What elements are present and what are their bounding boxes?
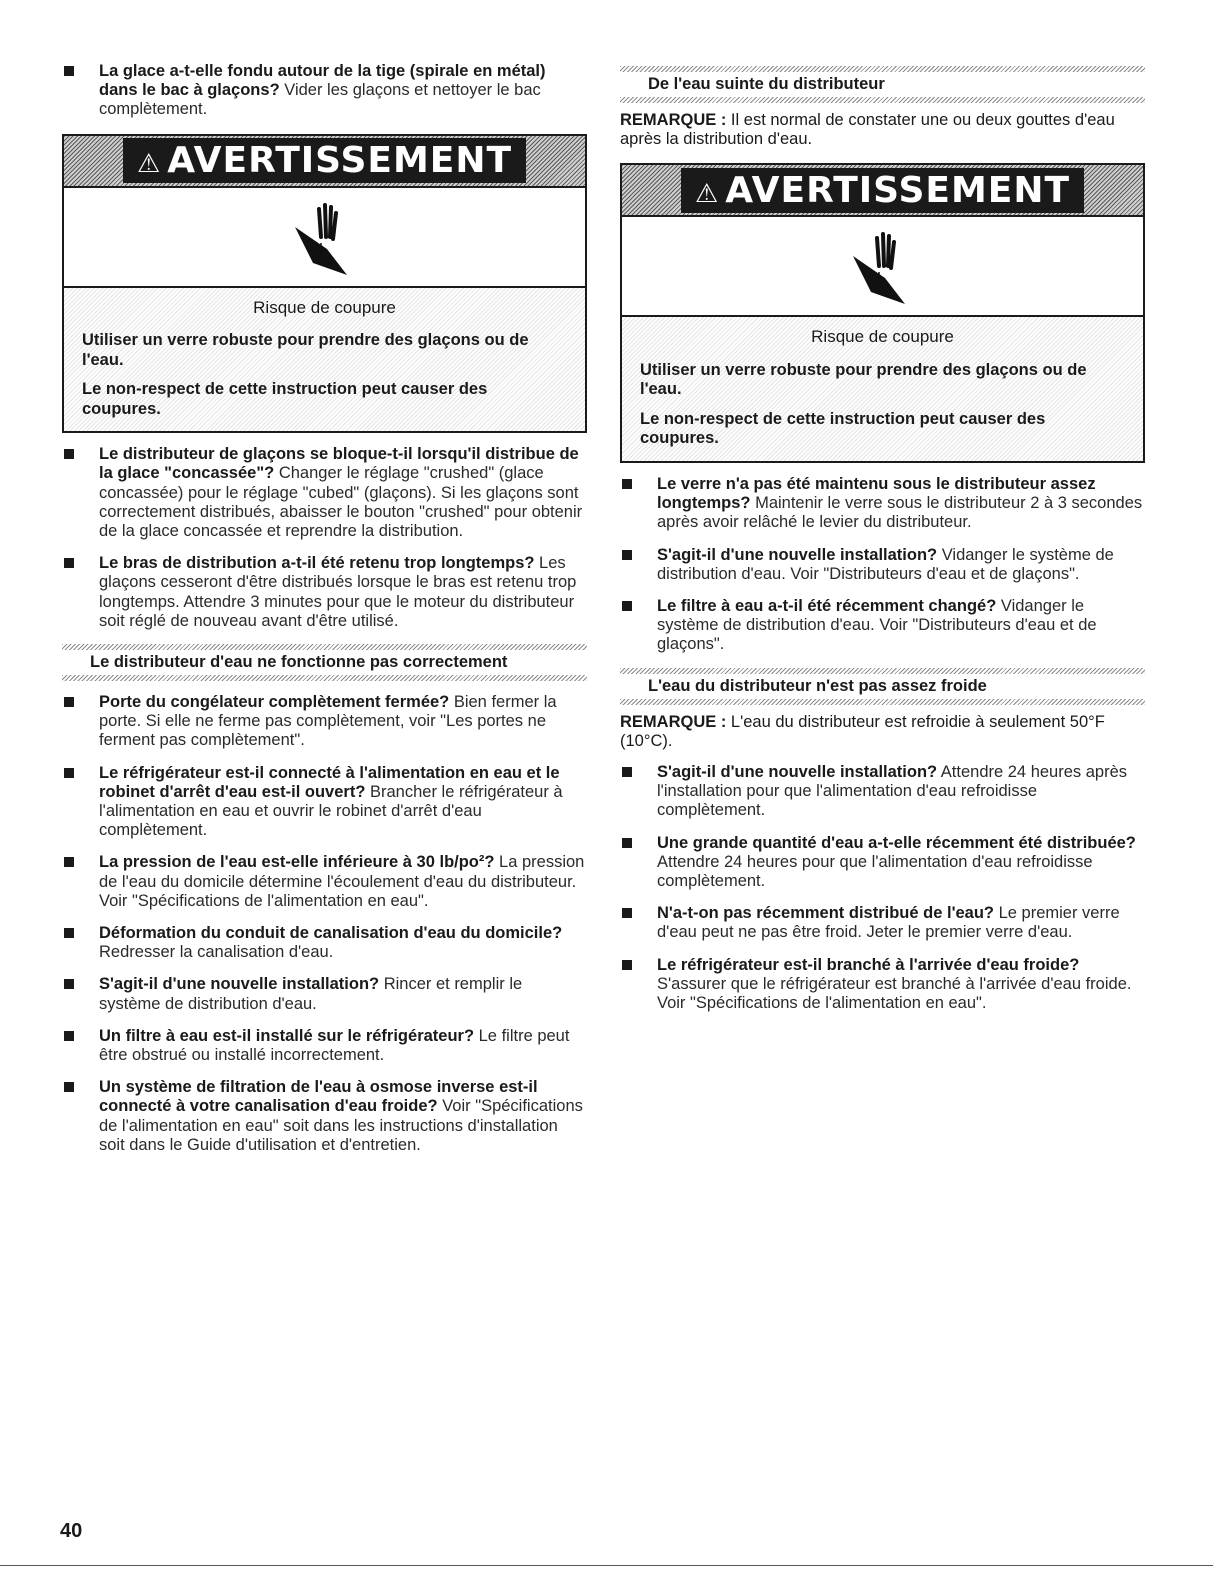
section-heading: L'eau du distributeur n'est pas assez froide bbox=[648, 676, 987, 695]
bullet-icon bbox=[622, 838, 632, 848]
list-item: La glace a-t-elle fondu autour de la tige (spirale en métal) dans le bac à glaçons? Vider les glaçons et nettoyer le bac complètement. bbox=[62, 62, 587, 120]
list-item: Le distributeur de glaçons se bloque-t-il lorsqu'il distribue de la glace "concassée"? Changer le réglage "crushed" (glace concassée) pour le réglage "cubed" (glaçons). Si les glaçons sont correctement distribués, abaisser le bouton "crushed" pour obtenir de la glace concassée et reprendre la distribution. bbox=[62, 445, 587, 541]
warning-body bbox=[622, 317, 1143, 461]
right-column bbox=[620, 66, 1145, 1026]
divider bbox=[62, 675, 587, 681]
divider bbox=[620, 699, 1145, 705]
warning-risk: Risque de coupure bbox=[253, 297, 396, 317]
page-number: 40 bbox=[60, 1520, 83, 1542]
warning-title: ⚠ AVERTISSEMENT bbox=[64, 136, 585, 188]
bullet-icon bbox=[622, 550, 632, 560]
list-item: S'agit-il d'une nouvelle installation? Attendre 24 heures après l'installation pour que l'alimentation d'eau refroidisse complètement. bbox=[620, 763, 1145, 821]
bullet-icon bbox=[64, 66, 74, 76]
list-item: S'agit-il d'une nouvelle installation? Vidanger le système de distribution d'eau. Voir "Distributeurs d'eau et de glaçons". bbox=[620, 546, 1145, 584]
footer-rule bbox=[0, 1565, 1213, 1566]
warning-instruction: Utiliser un verre robuste pour prendre des glaçons ou de l'eau. bbox=[82, 331, 529, 369]
bullet-icon bbox=[64, 558, 74, 568]
warning-consequence: Le non-respect de cette instruction peut causer des coupures. bbox=[640, 409, 1046, 448]
list-item: Une grande quantité d'eau a-t-elle récemment été distribuée? Attendre 24 heures pour que l'alimentation d'eau refroidisse complètement. bbox=[620, 834, 1145, 892]
list-item: Le verre n'a pas été maintenu sous le distributeur assez longtemps? Maintenir le verre sous le distributeur 2 à 3 secondes après avoir relâché le levier du distributeur. bbox=[620, 475, 1145, 533]
list-item: Déformation du conduit de canalisation d'eau du domicile? Redresser la canalisation d'eau. bbox=[62, 924, 587, 962]
left-column bbox=[62, 62, 587, 1168]
cut-hazard-icon bbox=[622, 217, 1143, 317]
warning-risk: Risque de coupure bbox=[811, 327, 954, 347]
section-heading: Le distributeur d'eau ne fonctionne pas correctement bbox=[90, 652, 508, 671]
warning-triangle-icon: ⚠ bbox=[694, 178, 720, 209]
warning-box bbox=[62, 134, 587, 434]
divider bbox=[620, 97, 1145, 103]
bullet-icon bbox=[622, 960, 632, 970]
list-item: N'a-t-on pas récemment distribué de l'eau? Le premier verre d'eau peut ne pas être froid. Jeter le premier verre d'eau. bbox=[620, 904, 1145, 942]
bullet-icon bbox=[64, 1082, 74, 1092]
warning-title: ⚠ AVERTISSEMENT bbox=[622, 165, 1143, 217]
list-item: Un filtre à eau est-il installé sur le réfrigérateur? Le filtre peut être obstrué ou installé incorrectement. bbox=[62, 1027, 587, 1065]
warning-instruction: Utiliser un verre robuste pour prendre des glaçons ou de l'eau. bbox=[640, 360, 1087, 399]
bullet-icon bbox=[64, 449, 74, 459]
bullet-icon bbox=[64, 979, 74, 989]
bullet-icon bbox=[64, 1031, 74, 1041]
list-item: Un système de filtration de l'eau à osmose inverse est-il connecté à votre canalisation d'eau froide? Voir "Spécifications de l'alimentation en eau" soit dans les instructions d'installation soit dans le Guide d'utilisation et d'entretien. bbox=[62, 1078, 587, 1155]
remark-note: REMARQUE : L'eau du distributeur est refroidie à seulement 50°F (10°C). bbox=[620, 712, 1105, 750]
warning-body bbox=[64, 288, 585, 432]
section-heading: De l'eau suinte du distributeur bbox=[648, 75, 885, 93]
cut-hazard-icon bbox=[64, 188, 585, 288]
warning-consequence: Le non-respect de cette instruction peut causer des coupures. bbox=[82, 380, 488, 418]
list-item: Porte du congélateur complètement fermée? Bien fermer la porte. Si elle ne ferme pas complètement, voir "Les portes ne ferment pas complètement". bbox=[62, 693, 587, 751]
warning-box bbox=[620, 163, 1145, 463]
bullet-icon bbox=[622, 908, 632, 918]
remark-note: REMARQUE : Il est normal de constater une ou deux gouttes d'eau après la distribution d'eau. bbox=[620, 111, 1115, 149]
bullet-icon bbox=[64, 697, 74, 707]
bullet-icon bbox=[64, 857, 74, 867]
bullet-icon bbox=[64, 768, 74, 778]
bullet-icon bbox=[622, 601, 632, 611]
bullet-icon bbox=[64, 928, 74, 938]
list-item: Le réfrigérateur est-il connecté à l'alimentation en eau et le robinet d'arrêt d'eau est-il ouvert? Brancher le réfrigérateur à l'alimentation en eau et ouvrir le robinet d'arrêt d'eau complètement. bbox=[62, 764, 587, 841]
list-item: Le réfrigérateur est-il branché à l'arrivée d'eau froide? S'assurer que le réfrigérateur est branché à l'arrivée d'eau froide. Voir "Spécifications de l'alimentation en eau". bbox=[620, 956, 1145, 1014]
warning-triangle-icon: ⚠ bbox=[136, 149, 162, 180]
list-item: Le filtre à eau a-t-il été récemment changé? Vidanger le système de distribution d'eau. Voir "Distributeurs d'eau et de glaçons". bbox=[620, 597, 1145, 655]
list-item: Le bras de distribution a-t-il été retenu trop longtemps? Les glaçons cesseront d'être distribués lorsque le bras est retenu trop longtemps. Attendre 3 minutes pour que le moteur du distributeur soit réglé de nouveau avant d'être utilisé. bbox=[62, 554, 587, 631]
list-item: La pression de l'eau est-elle inférieure à 30 lb/po²? La pression de l'eau du domicile détermine l'écoulement d'eau du distributeur. Voir "Spécifications de l'alimentation en eau". bbox=[62, 853, 587, 911]
list-item: S'agit-il d'une nouvelle installation? Rincer et remplir le système de distribution d'eau. bbox=[62, 975, 587, 1013]
bullet-icon bbox=[622, 479, 632, 489]
bullet-icon bbox=[622, 767, 632, 777]
